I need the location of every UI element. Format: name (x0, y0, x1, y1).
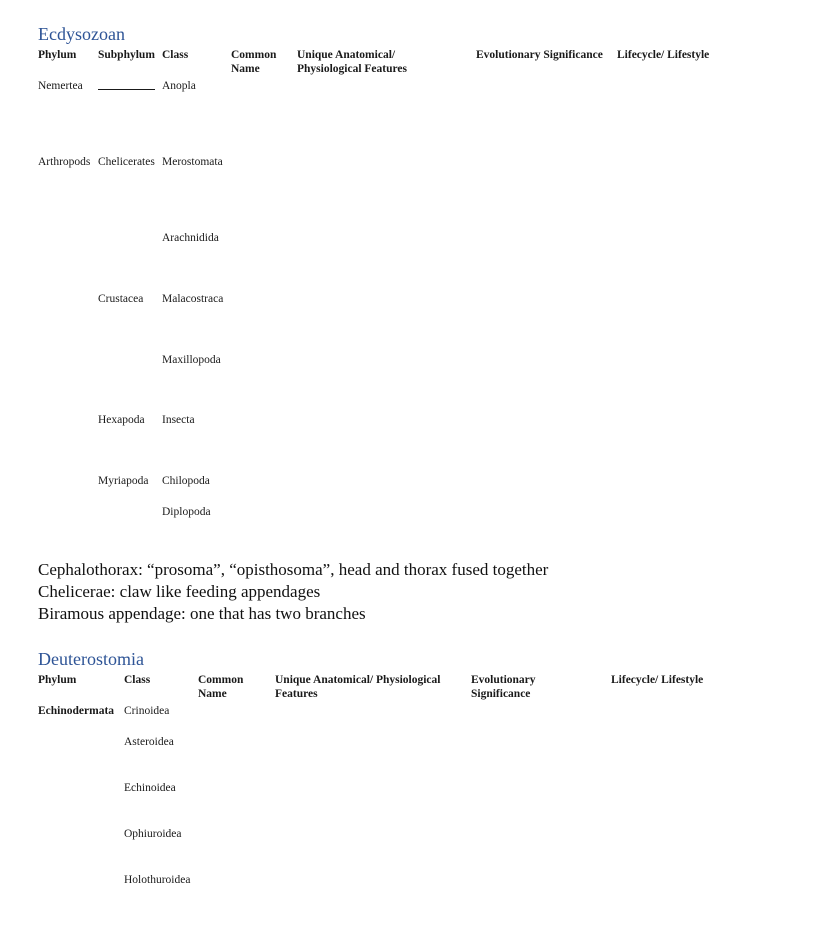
definition-cephalothorax: Cephalothorax: “prosoma”, “opisthosoma”, head and thorax fused together (38, 560, 549, 579)
blank-line (98, 80, 155, 90)
header-class: Class (124, 674, 151, 686)
cell-class: Asteroidea (124, 736, 174, 748)
header-class: Class (162, 49, 189, 61)
header-lifecycle: Lifecycle/ Lifestyle (617, 49, 710, 61)
cell-class: Maxillopoda (162, 354, 221, 366)
cell-class: Insecta (162, 414, 195, 426)
cell-class: Echinoidea (124, 782, 176, 794)
cell-phylum: Echinodermata (38, 705, 115, 717)
header-phylum: Phylum (38, 49, 77, 61)
cell-class: Chilopoda (162, 475, 210, 487)
cell-class: Holothuroidea (124, 874, 191, 886)
cell-subphylum: Hexapoda (98, 414, 145, 426)
header-common-name: Common Name (198, 674, 244, 700)
cell-subphylum-blank[interactable] (98, 80, 155, 93)
definition-biramous-appendage: Biramous appendage: one that has two branches (38, 604, 366, 623)
cell-class: Crinoidea (124, 705, 170, 717)
cell-subphylum: Chelicerates (98, 156, 155, 168)
cell-phylum: Nemertea (38, 80, 83, 92)
header-evolutionary-significance: Evolutionary Significance (471, 674, 536, 700)
cell-class: Diplopoda (162, 506, 211, 518)
cell-subphylum: Crustacea (98, 293, 144, 305)
header-unique-features: Unique Anatomical/ Physiological Features (297, 49, 407, 75)
cell-class: Anopla (162, 80, 196, 92)
header-subphylum: Subphylum (98, 49, 155, 61)
section-title-deuterostomia: Deuterostomia (38, 649, 144, 669)
cell-phylum: Arthropods (38, 156, 91, 168)
header-phylum: Phylum (38, 674, 77, 686)
header-lifecycle: Lifecycle/ Lifestyle (611, 674, 704, 686)
section-title-ecdysozoan: Ecdysozoan (38, 24, 125, 44)
definition-chelicerae: Chelicerae: claw like feeding appendages (38, 582, 321, 601)
header-unique-features: Unique Anatomical/ Physiological Features (275, 674, 441, 700)
cell-class: Ophiuroidea (124, 828, 182, 840)
cell-class: Malacostraca (162, 293, 224, 305)
cell-class: Arachnidida (162, 232, 219, 244)
header-common-name: Common Name (231, 49, 277, 75)
cell-class: Merostomata (162, 156, 223, 168)
header-evolutionary-significance: Evolutionary Significance (476, 49, 603, 61)
cell-subphylum: Myriapoda (98, 475, 149, 487)
